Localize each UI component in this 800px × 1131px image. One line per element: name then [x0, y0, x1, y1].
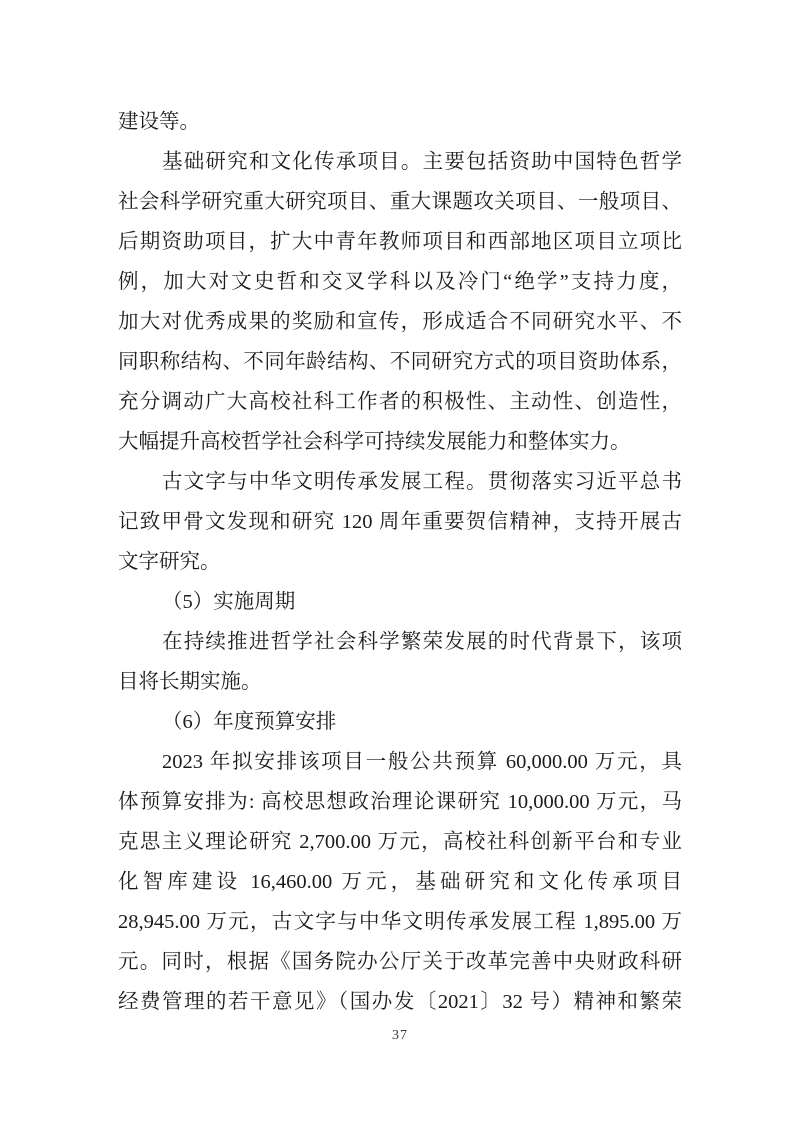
text-line: 基础研究和文化传承项目。主要包括资助中国特色哲学: [162, 151, 682, 173]
text-line: 在持续推进哲学社会科学繁荣发展的时代背景下，该项: [162, 631, 682, 653]
text-line: 文字研究。: [118, 551, 221, 573]
text-line: 元。同时，根据《国务院办公厅关于改革完善中央财政科研: [118, 951, 682, 973]
page-body-text: [118, 102, 682, 1022]
text-line: 目将长期实施。: [118, 671, 262, 693]
text-line: 记致甲骨文发现和研究 120 周年重要贺信精神，支持开展古: [118, 511, 682, 533]
text-line: 充分调动广大高校社科工作者的积极性、主动性、创造性，: [118, 391, 682, 413]
text-line: 28,945.00 万元，古文字与中华文明传承发展工程 1,895.00 万: [118, 911, 682, 933]
text-line: 同职称结构、不同年龄结构、不同研究方式的项目资助体系，: [118, 351, 682, 373]
text-line: 化智库建设 16,460.00 万元，基础研究和文化传承项目: [118, 871, 682, 893]
text-line: 后期资助项目，扩大中青年教师项目和西部地区项目立项比: [118, 231, 682, 253]
text-line: 建设等。: [118, 111, 200, 133]
text-line: 经费管理的若干意见》（国办发〔2021〕32 号）精神和繁荣: [118, 991, 682, 1013]
text-line: 社会科学研究重大研究项目、重大课题攻关项目、一般项目、: [118, 191, 682, 213]
text-line: 体预算安排为: 高校思想政治理论课研究 10,000.00 万元，马: [118, 791, 682, 813]
text-line: 大幅提升高校哲学社会科学可持续发展能力和整体实力。: [118, 431, 631, 453]
section-heading: （6）年度预算安排: [162, 711, 337, 733]
text-line: 加大对优秀成果的奖励和宣传，形成适合不同研究水平、不: [118, 311, 682, 333]
page-number: 37: [392, 1028, 408, 1043]
text-line: 2023 年拟安排该项目一般公共预算 60,000.00 万元，具: [162, 751, 682, 773]
section-heading: （5）实施周期: [162, 591, 296, 613]
text-line: 克思主义理论研究 2,700.00 万元，高校社科创新平台和专业: [118, 831, 682, 853]
text-line: 古文字与中华文明传承发展工程。贯彻落实习近平总书: [162, 471, 682, 493]
text-line: 例，加大对文史哲和交叉学科以及冷门“绝学”支持力度，: [118, 271, 682, 293]
